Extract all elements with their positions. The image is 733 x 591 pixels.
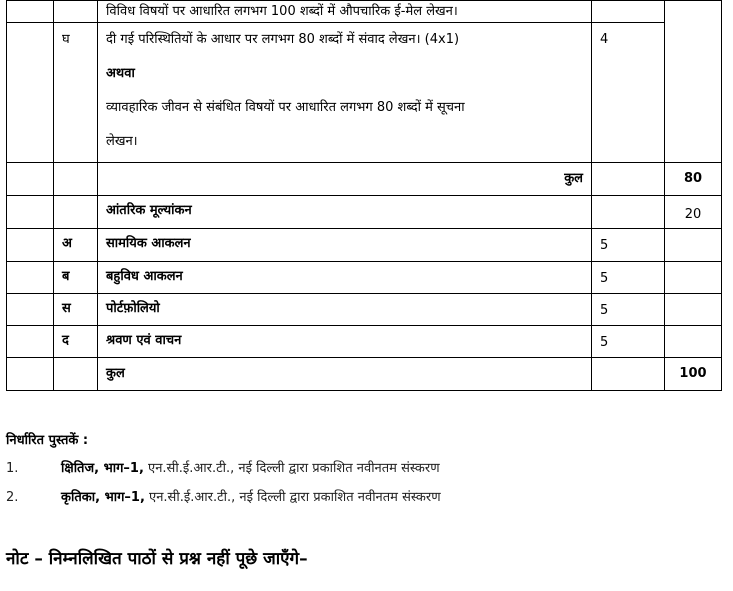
cell-marks: 5 (592, 262, 665, 294)
cell-empty (592, 358, 665, 391)
cell-text (98, 23, 592, 163)
cell-empty (7, 262, 54, 294)
cell-empty (7, 229, 54, 262)
cell-empty (665, 1, 722, 163)
book-number: 2. (6, 490, 19, 505)
table-row (7, 229, 722, 262)
cell-text: पोर्टफ़ोलियो (98, 294, 592, 326)
internal-assessment-label: आंतरिक मूल्यांकन (98, 196, 592, 229)
cell-marks: 5 (592, 229, 665, 262)
book-title: क्षितिज, भाग–1, (61, 461, 144, 476)
table-row (7, 196, 722, 229)
cell-empty (7, 294, 54, 326)
cell-empty (592, 196, 665, 229)
prescribed-books-heading: निर्धारित पुस्तकें : (6, 433, 89, 448)
notice-writing-text: व्यावहारिक जीवन से संबंधित विषयों पर आधारित लगभग 80 शब्दों में सूचना (106, 100, 465, 115)
book-item (6, 487, 441, 505)
cell-empty (54, 358, 98, 391)
cell-empty (54, 1, 98, 23)
cell-empty (54, 163, 98, 196)
grand-total-label: कुल (98, 358, 592, 391)
cell-empty (7, 196, 54, 229)
table-row (7, 163, 722, 196)
cell-empty (592, 163, 665, 196)
cell-empty (7, 23, 54, 163)
cell-text: बहुविध आकलन (98, 262, 592, 294)
cell-marks: 5 (592, 326, 665, 358)
book-item (6, 458, 440, 476)
book-publisher: एन.सी.ई.आर.टी., नई दिल्ली द्वारा प्रकाशित नवीनतम संस्करण (144, 490, 441, 505)
cell-text: श्रवण एवं वाचन (98, 326, 592, 358)
table-row (7, 23, 722, 163)
table-row (7, 294, 722, 326)
cell-empty (665, 262, 722, 294)
cell-label: द (54, 326, 98, 358)
cell-empty (7, 1, 54, 23)
cell-text: सामयिक आकलन (98, 229, 592, 262)
cell-empty (7, 163, 54, 196)
cell-marks: 4 (592, 23, 665, 163)
cell-label: अ (54, 229, 98, 262)
cell-empty (665, 294, 722, 326)
cell-label: घ (54, 23, 98, 163)
total-label: कुल (98, 163, 592, 196)
notice-writing-text-cont: लेखन। (106, 134, 138, 149)
cell-label: स (54, 294, 98, 326)
book-number: 1. (6, 461, 19, 476)
cell-text: विविध विषयों पर आधारित लगभग 100 शब्दों में औपचारिक ई-मेल लेखन। (98, 1, 592, 23)
table-row (7, 326, 722, 358)
book-publisher: एन.सी.ई.आर.टी., नई दिल्ली द्वारा प्रकाशित नवीनतम संस्करण (143, 461, 440, 476)
cell-empty (592, 1, 665, 23)
cell-empty (665, 229, 722, 262)
cell-empty (54, 196, 98, 229)
cell-empty (7, 358, 54, 391)
note-heading: नोट – निम्नलिखित पाठों से प्रश्न नहीं पूछे जाएँगे– (6, 549, 308, 569)
table-row (7, 262, 722, 294)
book-title: कृतिका, भाग–1, (61, 490, 145, 505)
internal-assessment-marks: 20 (665, 196, 722, 229)
table-row (7, 358, 722, 391)
total-marks: 80 (665, 163, 722, 196)
syllabus-table (6, 0, 722, 391)
cell-empty (7, 326, 54, 358)
cell-marks: 5 (592, 294, 665, 326)
or-text: अथवा (106, 66, 135, 81)
cell-empty (665, 326, 722, 358)
grand-total-marks: 100 (665, 358, 722, 391)
dialogue-writing-text: दी गई परिस्थितियों के आधार पर लगभग 80 शब्दों में संवाद लेखन। (4x1) (106, 32, 460, 47)
table-row (7, 1, 722, 23)
cell-label: ब (54, 262, 98, 294)
